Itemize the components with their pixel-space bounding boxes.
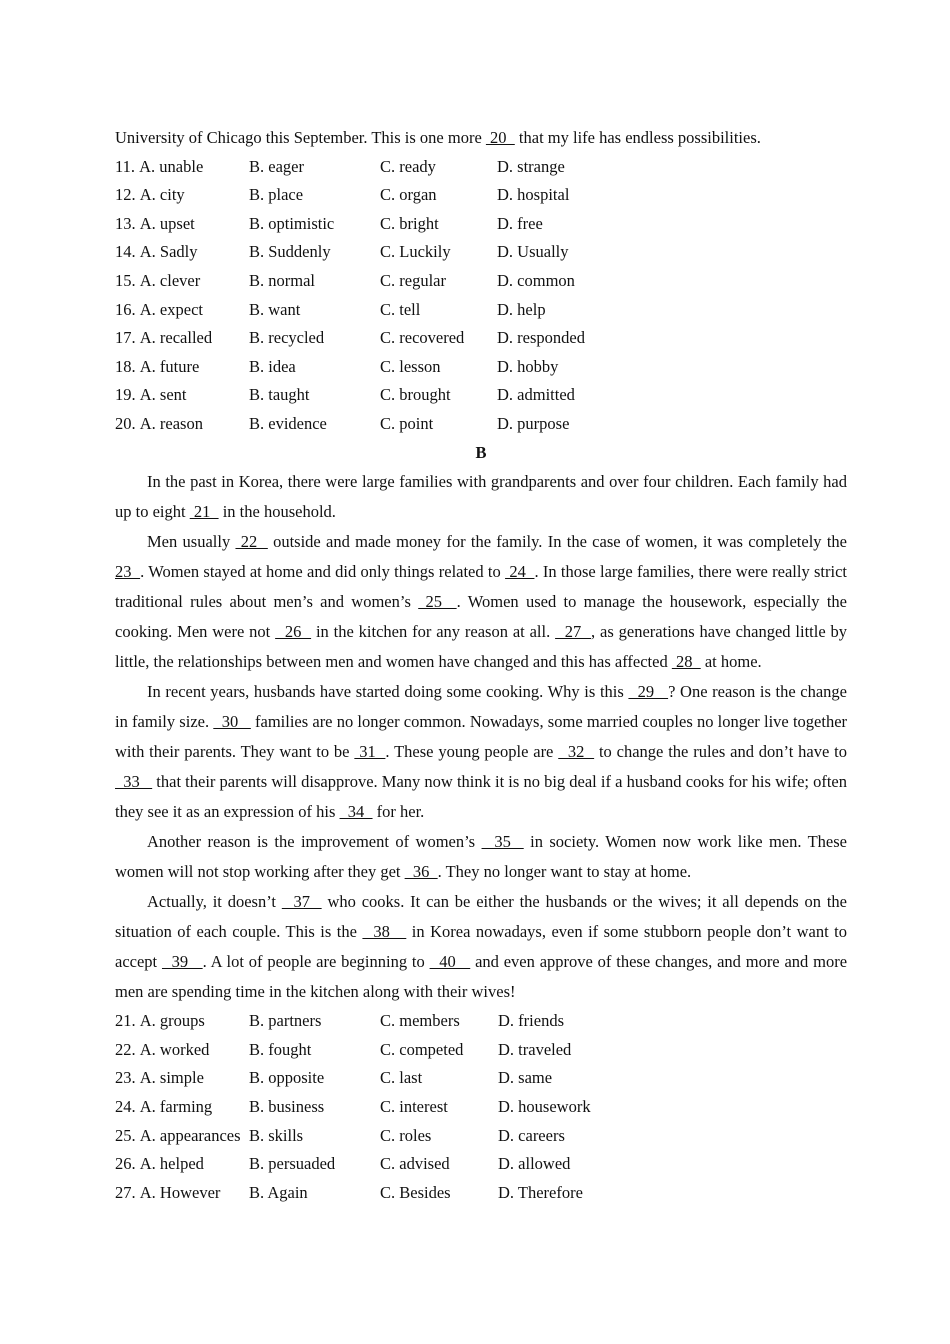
option-a: 20. A. reason xyxy=(115,413,203,433)
question-row xyxy=(115,410,847,439)
option-d: D. strange xyxy=(497,156,565,176)
option-b: B. place xyxy=(249,185,304,205)
blank-22: 22 xyxy=(235,532,268,552)
option-c: C. advised xyxy=(380,1154,450,1174)
option-c: C. recovered xyxy=(380,328,465,348)
option-b: B. want xyxy=(249,299,301,319)
option-a: 12. A. city xyxy=(115,185,185,205)
option-b: B. opposite xyxy=(249,1068,325,1088)
blank-24: 24 xyxy=(505,562,535,582)
option-d: D. allowed xyxy=(498,1154,571,1174)
blank-27: 27 xyxy=(555,622,592,642)
option-b: B. skills xyxy=(249,1125,304,1145)
option-c: C. last xyxy=(380,1068,423,1088)
question-list-21-27 xyxy=(115,1007,847,1207)
option-d: D. friends xyxy=(498,1011,564,1031)
passage-paragraph-3: In recent years, husbands have started doing some cooking. Why is this 29 ? One reason is the change in family size. 30 families are no longer common. Nowadays, some married couples no longer live together with their parents. They want to be 31 . These young people are 32 to change the rules and don’t have to 33 that their parents will disapprove. Many now think it is no big deal if a husband cooks for his wife; often they see it as an expression of his 34 for her. xyxy=(115,682,848,822)
document-page xyxy=(115,124,847,1207)
blank-31: 31 xyxy=(354,742,386,762)
option-b: B. recycled xyxy=(249,328,325,348)
option-d: D. careers xyxy=(498,1125,565,1145)
option-d: D. Therefore xyxy=(498,1182,583,1202)
option-a: 23. A. simple xyxy=(115,1068,204,1088)
option-a: 25. A. appearances xyxy=(115,1125,241,1145)
question-row xyxy=(115,296,847,325)
blank-20: 20 xyxy=(485,128,515,147)
option-d: D. traveled xyxy=(498,1039,572,1059)
question-row xyxy=(115,238,847,267)
option-b: B. business xyxy=(249,1096,325,1116)
section-heading-b: B xyxy=(475,442,487,462)
question-row xyxy=(115,267,847,296)
blank-29: 29 xyxy=(628,682,669,702)
question-row xyxy=(115,1036,847,1065)
option-c: C. brought xyxy=(380,385,451,405)
blank-25: 25 xyxy=(418,592,457,612)
question-row xyxy=(115,1064,847,1093)
option-a: 22. A. worked xyxy=(115,1039,210,1059)
option-d: D. common xyxy=(497,270,575,290)
option-b: B. Again xyxy=(249,1182,308,1202)
option-a: 27. A. However xyxy=(115,1182,221,1202)
intro-text-before: University of Chicago this September. This is one more xyxy=(115,128,486,147)
option-d: D. free xyxy=(497,213,543,233)
option-c: C. competed xyxy=(380,1039,464,1059)
option-a: 15. A. clever xyxy=(115,270,201,290)
question-row xyxy=(115,381,847,410)
option-b: B. fought xyxy=(249,1039,312,1059)
option-c: C. tell xyxy=(380,299,421,319)
option-c: C. Besides xyxy=(380,1182,451,1202)
intro-line xyxy=(115,124,847,153)
passage-paragraph-4: Another reason is the improvement of women’s 35 in society. Women now work like men. These women will not stop working after they get 36 . They no longer want to stay at home. xyxy=(115,832,848,882)
blank-37: 37 xyxy=(281,892,322,912)
option-c: C. bright xyxy=(380,213,439,233)
blank-21: 21 xyxy=(189,502,219,522)
option-b: B. idea xyxy=(249,356,296,376)
question-row xyxy=(115,353,847,382)
option-b: B. taught xyxy=(249,385,310,405)
option-d: D. hospital xyxy=(497,185,570,205)
option-a: 26. A. helped xyxy=(115,1154,204,1174)
question-row xyxy=(115,1007,847,1036)
option-c: C. ready xyxy=(380,156,436,176)
question-row xyxy=(115,1122,847,1151)
blank-33: 33 xyxy=(115,772,153,792)
question-row xyxy=(115,210,847,239)
option-a: 13. A. upset xyxy=(115,213,195,233)
option-d: D. help xyxy=(497,299,546,319)
option-a: 18. A. future xyxy=(115,356,200,376)
option-d: D. purpose xyxy=(497,413,570,433)
option-a: 11. A. unable xyxy=(115,156,204,176)
option-c: C. lesson xyxy=(380,356,441,376)
question-row xyxy=(115,324,847,353)
question-row xyxy=(115,153,847,182)
option-a: 19. A. sent xyxy=(115,385,187,405)
question-list-11-20 xyxy=(115,153,847,439)
option-b: B. persuaded xyxy=(249,1154,336,1174)
option-d: D. admitted xyxy=(497,385,575,405)
blank-28: 28 xyxy=(671,652,701,672)
option-d: D. Usually xyxy=(497,242,569,262)
option-d: D. hobby xyxy=(497,356,559,376)
option-a: 16. A. expect xyxy=(115,299,203,319)
option-d: D. housework xyxy=(498,1096,591,1116)
option-c: C. Luckily xyxy=(380,242,451,262)
passage-paragraph-5: Actually, it doesn’t 37 who cooks. It can be either the husbands or the wives; it all depends on the situation of each couple. This is the 38 in Korea nowadays, even if some stubborn people don’t want to accept 39 . A lot of people are beginning to 40 and even approve of these changes, and more and more men are spending time in the kitchen along with their wives! xyxy=(115,892,848,1002)
passage xyxy=(115,467,847,1007)
blank-26: 26 xyxy=(275,622,312,642)
blank-36: 36 xyxy=(404,862,438,882)
option-b: B. partners xyxy=(249,1011,322,1031)
option-d: D. same xyxy=(498,1068,553,1088)
option-a: 21. A. groups xyxy=(115,1011,205,1031)
option-b: B. eager xyxy=(249,156,304,176)
question-row xyxy=(115,181,847,210)
option-c: C. members xyxy=(380,1011,460,1031)
blank-30: 30 xyxy=(213,712,251,732)
option-b: B. Suddenly xyxy=(249,242,331,262)
question-row xyxy=(115,1150,847,1179)
option-b: B. optimistic xyxy=(249,213,335,233)
blank-38: 38 xyxy=(362,922,407,942)
blank-40: 40 xyxy=(429,952,471,972)
option-d: D. responded xyxy=(497,328,585,348)
option-c: C. interest xyxy=(380,1096,448,1116)
passage-paragraph-1: In the past in Korea, there were large families with grandparents and over four children. Each family had up to eight 21 in the household. xyxy=(115,472,847,522)
passage-paragraph-2: Men usually 22 outside and made money for the family. In the case of women, it was completely the 23 . Women stayed at home and did only things related to 24 . In those large families, there were really strict traditional rules about men’s and women’s 25 . Women used to manage the housework, especially the cooking. Men were not 26 in the kitchen for any reason at all. 27 , as generations have changed little by little, the relationships between men and women have changed and this has affected 28 at home. xyxy=(115,532,848,672)
blank-34: 34 xyxy=(339,802,373,822)
option-c: C. regular xyxy=(380,270,446,290)
option-a: 14. A. Sadly xyxy=(115,242,198,262)
option-a: 17. A. recalled xyxy=(115,328,213,348)
option-c: C. point xyxy=(380,413,434,433)
option-b: B. normal xyxy=(249,270,315,290)
blank-35: 35 xyxy=(481,832,524,852)
blank-39: 39 xyxy=(161,952,203,972)
question-row xyxy=(115,1179,847,1208)
blank-32: 32 xyxy=(558,742,595,762)
blank-23: 23 xyxy=(115,562,141,582)
option-c: C. organ xyxy=(380,185,437,205)
option-c: C. roles xyxy=(380,1125,432,1145)
intro-text-after: that my life has endless possibilities. xyxy=(514,128,761,147)
option-a: 24. A. farming xyxy=(115,1096,213,1116)
option-b: B. evidence xyxy=(249,413,327,433)
question-row xyxy=(115,1093,847,1122)
